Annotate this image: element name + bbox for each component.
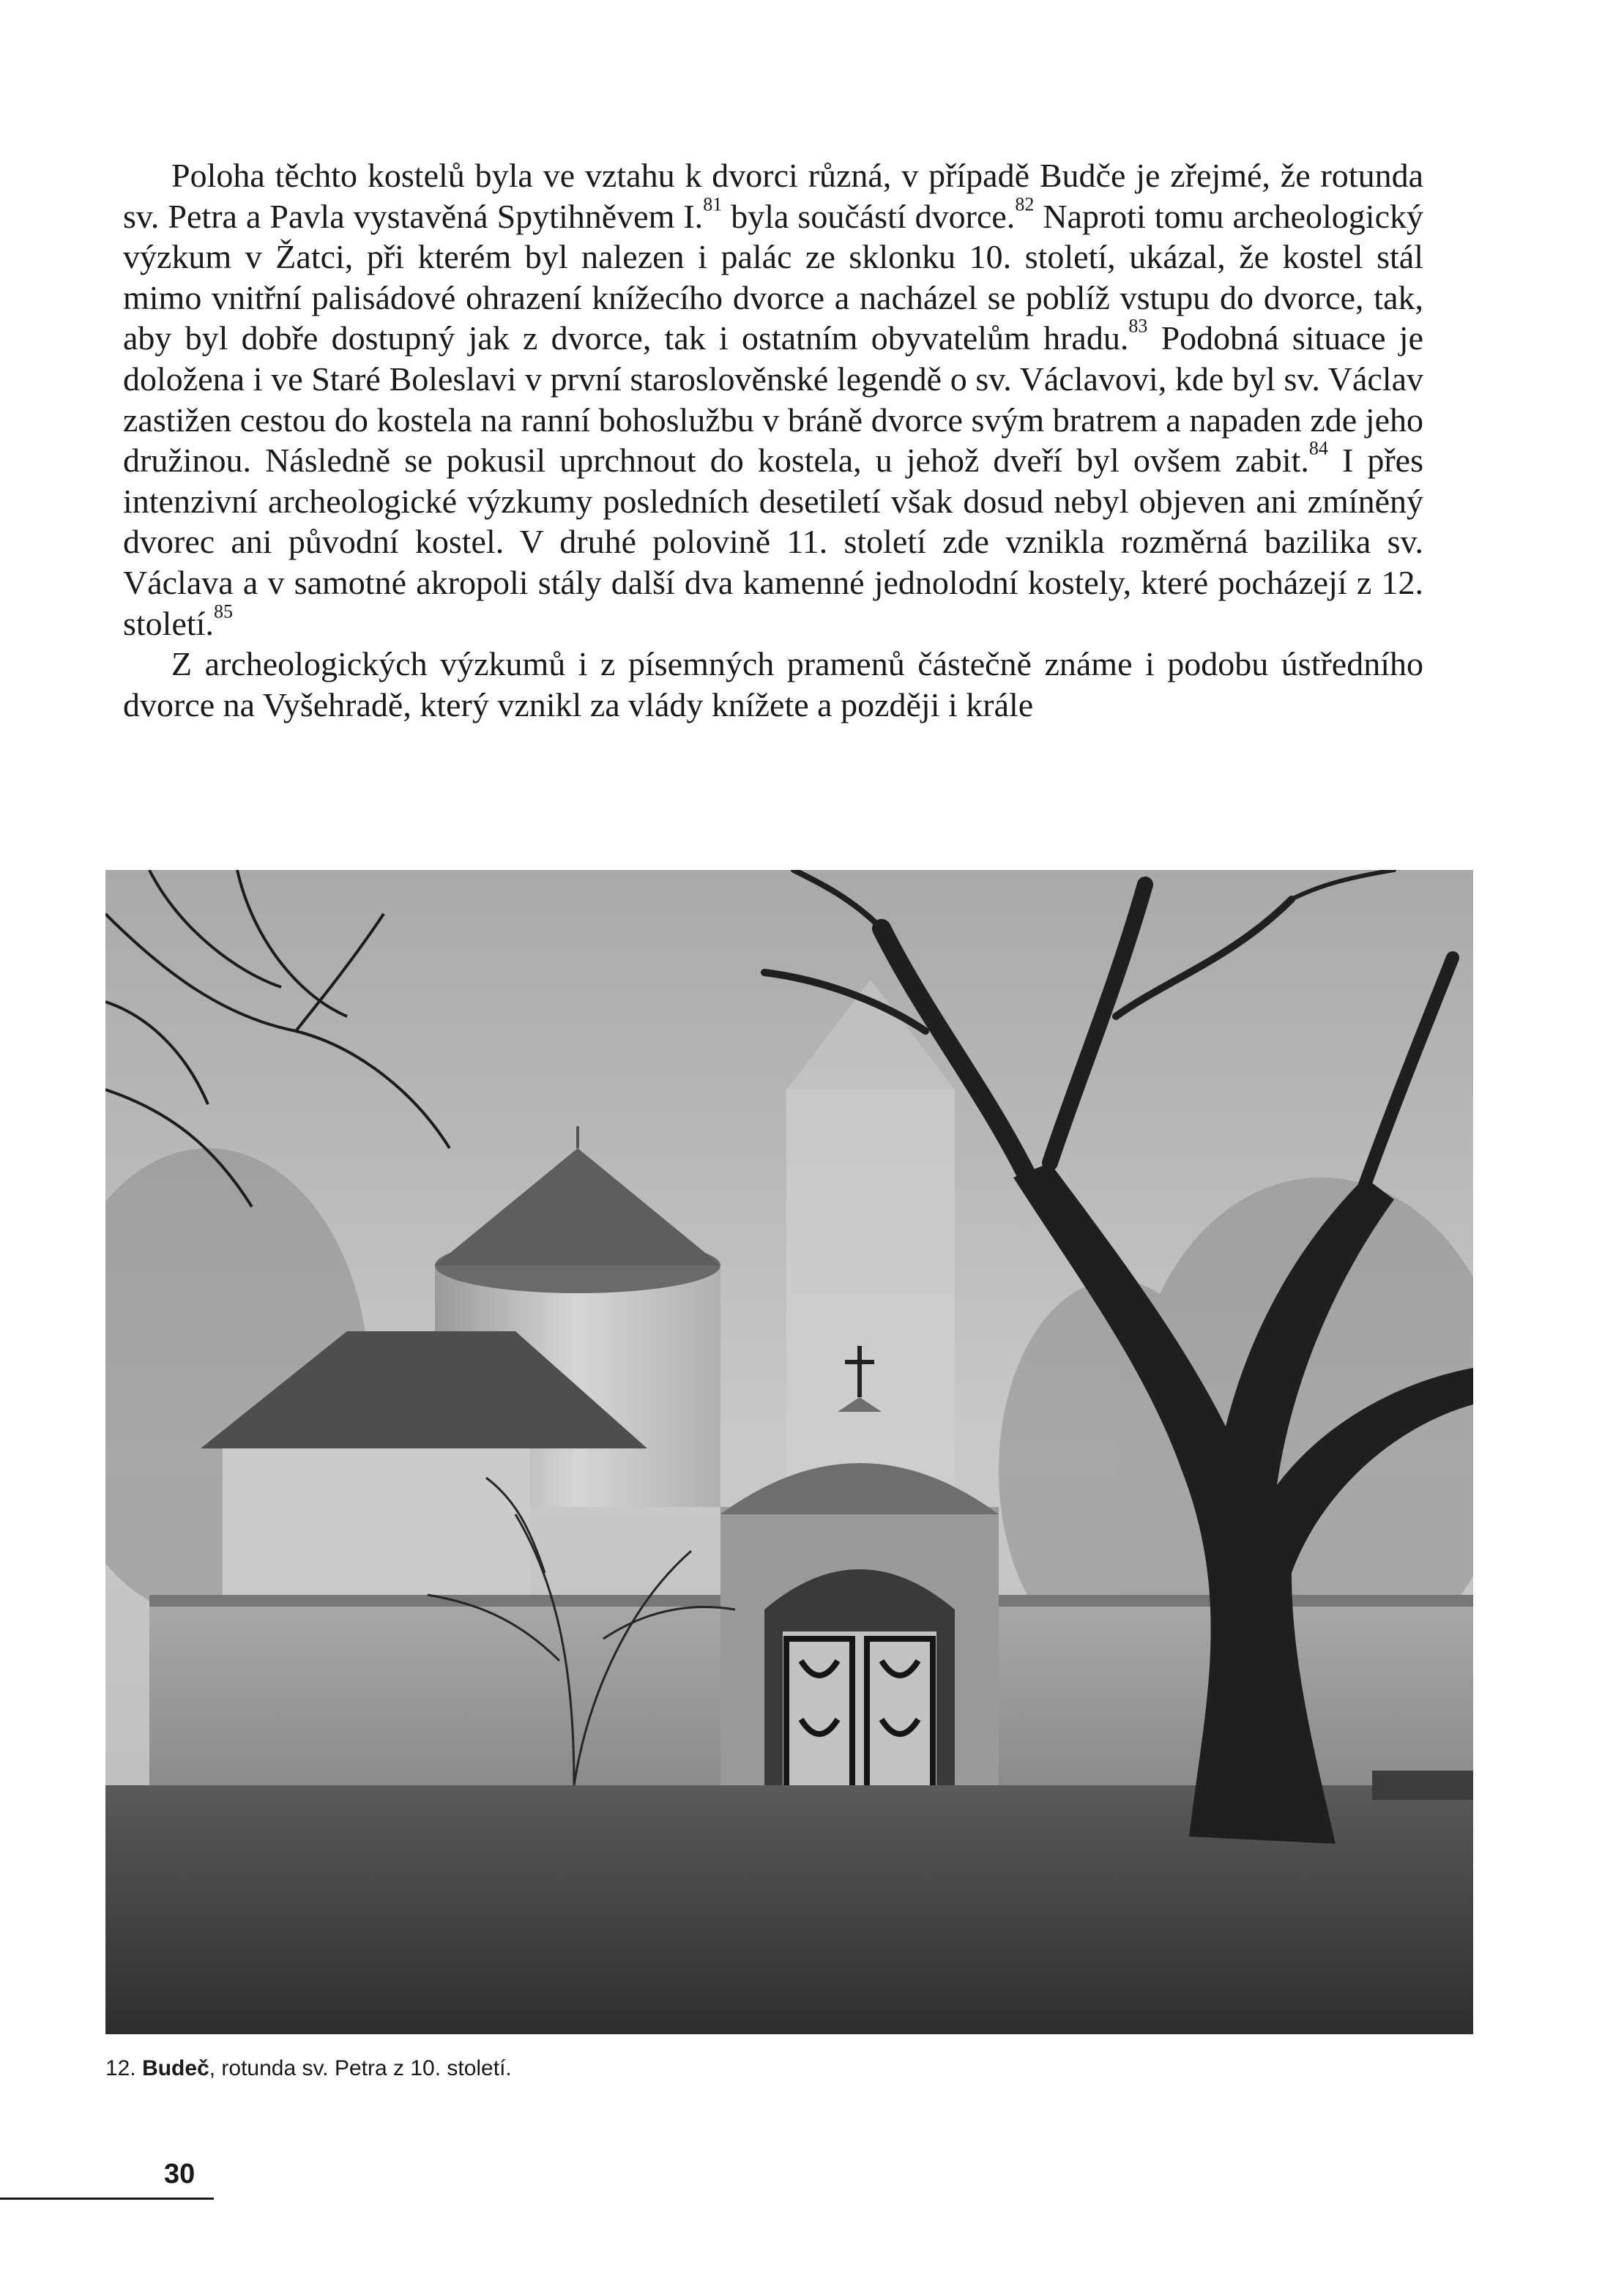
footnote-ref-81[interactable]: 81 [703, 193, 723, 215]
church-photograph [105, 870, 1473, 2034]
footnote-ref-83[interactable]: 83 [1128, 315, 1148, 337]
body-text [123, 155, 1423, 725]
footnote-ref-85[interactable]: 85 [213, 600, 233, 622]
page-number: 30 [164, 2159, 195, 2189]
text-run: byla součástí dvorce. [722, 197, 1016, 235]
figure-caption [105, 2056, 512, 2081]
footer-rule [0, 2198, 214, 2200]
caption-place: Budeč [142, 2056, 209, 2080]
paragraph-2: Z archeologických výzkumů i z písemných pramenů částečně známe i podobu ústředního dvorce na Vyšehradě, který vznikl za vlády knížete a později i krále [123, 645, 1423, 723]
text-run: I přes intenzivní archeologické výzkumy posledních desetiletí však dosud nebyl objeven ani zmíněný dvorec ani původní kostel. V druhé polovině 11. století zde vznikla rozměrná bazilika sv. Václava a v samotné akropoli stály další dva kamenné jednolodní kostely, které pocházejí z 12. století. [123, 442, 1423, 642]
paragraph-1 [123, 155, 1423, 644]
text-run: Naproti tomu archeologický výzkum v Žatci, při kterém byl nalezen i palác ze sklonku 10. století, ukázal, že kostel stál mimo vnitřní palisádové ohrazení knížecího dvorce a nacházel se poblíž vstupu do dvorce, tak, aby byl dobře dostupný jak z dvorce, tak i ostatním obyvatelům hradu. [123, 197, 1424, 357]
text-run: Podobná situace je doložena i ve Staré Boleslavi v první staroslověnské legendě o sv. Václavovi, kde byl sv. Václav zastižen cestou do kostela na ranní bohoslužbu v bráně dvorce svým bratrem a napaden zde jeho družinou. Následně se pokusil uprchnout do kostela, u jehož dveří byl ovšem zabit. [123, 319, 1423, 480]
footnote-ref-82[interactable]: 82 [1015, 193, 1035, 215]
caption-number: 12. [105, 2056, 136, 2080]
caption-text: , rotunda sv. Petra z 10. století. [209, 2056, 512, 2080]
text-run: Poloha těchto kostelů byla ve vztahu k dvorci různá, v případě Budče je zřejmé, že rotunda sv. Petra a Pavla vystavěná Spytihněvem I. [123, 157, 1423, 235]
footnote-ref-84[interactable]: 84 [1308, 437, 1328, 459]
